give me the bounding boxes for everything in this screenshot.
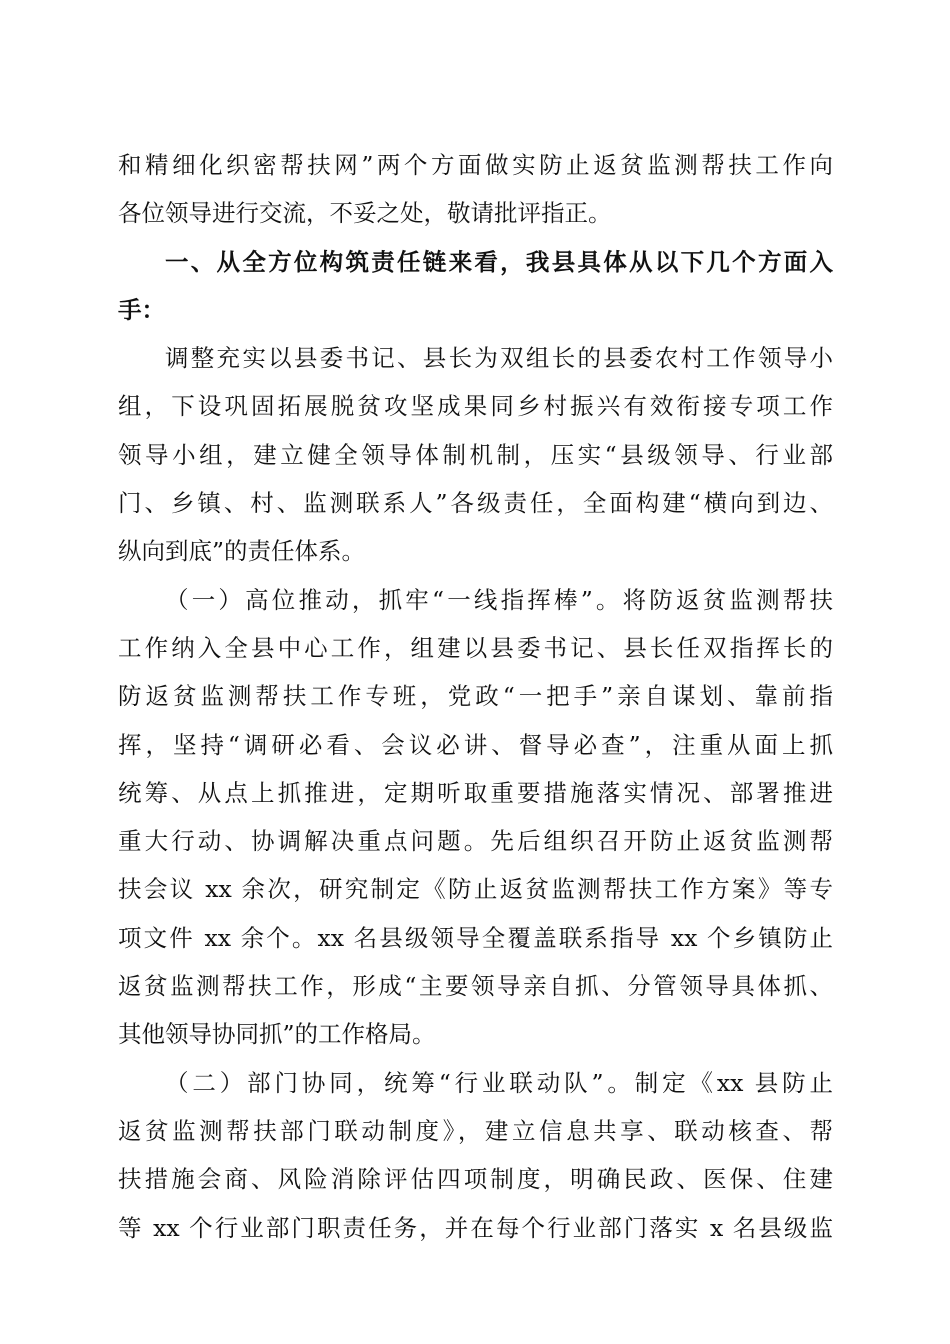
- section-heading: 手：: [118, 295, 165, 324]
- text-line: 领导小组，建立健全领导体制机制，压实“县级领导、行业部: [118, 440, 833, 469]
- text-line: 项文件 xx 余个。xx 名县级领导全覆盖联系指导 xx 个乡镇防止: [118, 923, 833, 952]
- text-line: 统筹、从点上抓推进，定期听取重要措施落实情况、部署推进: [118, 778, 833, 807]
- text-line: 和精细化织密帮扶网”两个方面做实防止返贫监测帮扶工作向: [118, 151, 833, 179]
- text-line: 重大行动、协调解决重点问题。先后组织召开防止返贫监测帮: [118, 827, 833, 856]
- text-line: 返贫监测帮扶部门联动制度》，建立信息共享、联动核查、帮: [118, 1116, 833, 1145]
- text-line: 门、乡镇、村、监测联系人”各级责任，全面构建“横向到边、: [118, 489, 833, 518]
- document-body: [118, 141, 833, 1252]
- subsection-line: （二）部门协同，统筹“行业联动队”。制定《xx 县防止: [165, 1068, 833, 1097]
- text-line: 扶会议 xx 余次，研究制定《防止返贫监测帮扶工作方案》等专: [118, 875, 833, 904]
- text-line: 组，下设巩固拓展脱贫攻坚成果同乡村振兴有效衔接专项工作: [118, 392, 833, 421]
- section-heading: 一、从全方位构筑责任链来看，我县具体从以下几个方面入: [165, 247, 833, 276]
- text-line: 等 xx 个行业部门职责任务，并在每个行业部门落实 x 名县级监: [118, 1213, 833, 1242]
- subsection-line: （一）高位推动，抓牢“一线指挥棒”。将防返贫监测帮扶: [165, 585, 833, 614]
- text-line: 各位领导进行交流，不妥之处，敬请批评指正。: [118, 199, 612, 228]
- text-line: 其他领导协同抓”的工作格局。: [118, 1020, 436, 1049]
- text-line: 纵向到底”的责任体系。: [118, 537, 366, 566]
- text-line: 调整充实以县委书记、县长为双组长的县委农村工作领导小: [165, 344, 833, 373]
- text-line: 工作纳入全县中心工作，组建以县委书记、县长任双指挥长的: [118, 633, 833, 662]
- text-line: 挥，坚持“调研必看、会议必讲、督导必查”，注重从面上抓: [118, 730, 833, 759]
- text-line: 防返贫监测帮扶工作专班，党政“一把手”亲自谋划、靠前指: [118, 682, 833, 711]
- text-line: 扶措施会商、风险消除评估四项制度，明确民政、医保、住建: [118, 1165, 833, 1194]
- text-line: 返贫监测帮扶工作，形成“主要领导亲自抓、分管领导具体抓、: [118, 972, 833, 1001]
